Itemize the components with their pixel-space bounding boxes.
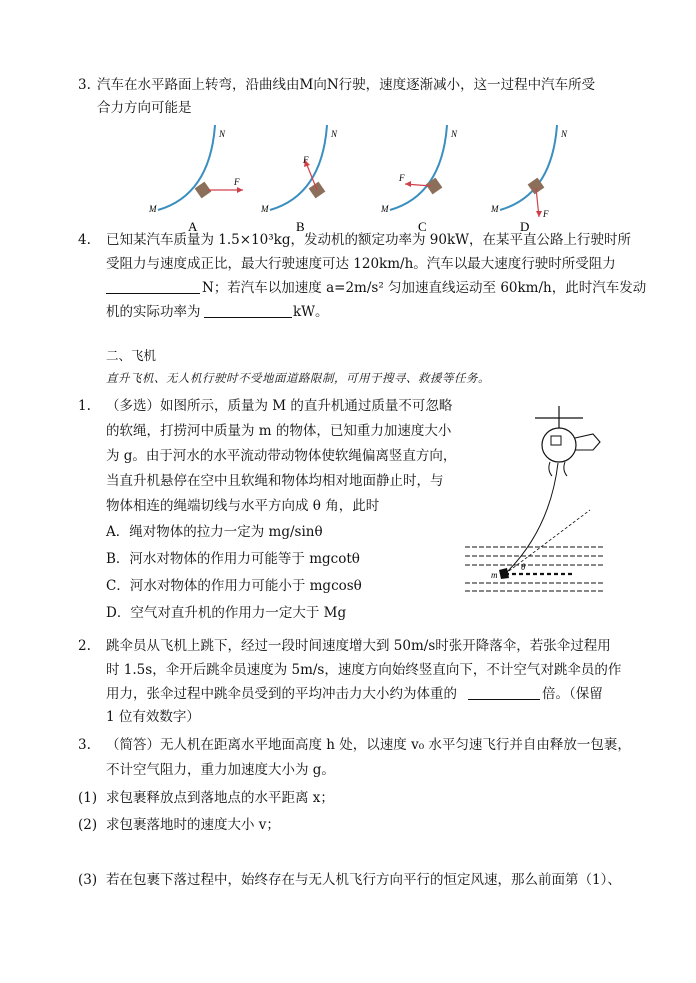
svg-text:D: D <box>520 219 530 234</box>
option-c[interactable]: C．河水对物体的作用力可能小于 mgcosθ <box>106 578 362 594</box>
sub-question-text: 若在包裹下落过程中，始终存在与无人机飞行方向平行的恒定风速，那么前面第（1）、 <box>106 872 621 888</box>
svg-text:F: F <box>303 155 309 165</box>
question-text-line: （简答）无人机在距离水平地面高度 h 处，以速度 v₀ 水平匀速飞行并自由释放一包裹， <box>106 737 631 753</box>
figure-option-a <box>148 125 243 234</box>
svg-text:N: N <box>451 129 458 139</box>
question-text-line: 汽车在水平路面上转弯，沿曲线由M向N行驶，速度逐渐减小，这一过程中汽车所受 <box>97 77 596 93</box>
answer-blank[interactable] <box>468 685 540 700</box>
sub-question-number: (2) <box>78 817 98 833</box>
question-number: 2. <box>78 638 91 654</box>
svg-text:M: M <box>491 204 499 214</box>
svg-text:A: A <box>188 219 198 234</box>
svg-text:N: N <box>331 129 338 139</box>
svg-text:m: m <box>491 570 498 580</box>
question-text-line: 已知某汽车质量为 1.5×10³kg，发动机的额定功率为 90kW，在某平直公路上行驶时所 <box>106 232 632 248</box>
svg-text:F: F <box>399 173 405 183</box>
svg-text:C: C <box>418 219 427 234</box>
figure-option-c <box>380 125 458 234</box>
section-intro: 直升飞机、无人机行驶时不受地面道路限制，可用于搜寻、救援等任务。 <box>106 371 490 385</box>
option-a[interactable]: A．绳对物体的拉力一定为 mg/sinθ <box>106 524 323 540</box>
question-text-line: N；若汽车以加速度 a=2m/s² 匀加速直线运动至 60km/h，此时汽车发动 <box>202 280 647 296</box>
option-d[interactable]: D．空气对直升机的作用力一定大于 Mg <box>106 605 347 621</box>
question-text-line: 物体相连的绳端切线与水平方向成 θ 角，此时 <box>106 498 380 514</box>
question-text-line: 机的实际功率为 <box>106 304 201 320</box>
question-number: 4. <box>78 232 91 248</box>
question-text-line: 不计空气阻力，重力加速度大小为 g。 <box>106 762 335 778</box>
question-number: 1. <box>78 398 91 414</box>
svg-text:N: N <box>561 129 568 139</box>
question-text-line: 为 g。由于河水的水平流动带动物体使软绳偏离竖直方向， <box>106 448 457 464</box>
svg-text:M: M <box>381 204 389 214</box>
svg-text:M: M <box>149 204 157 214</box>
svg-text:F: F <box>543 209 549 219</box>
sub-question-text: 求包裹落地时的速度大小 v； <box>106 817 280 833</box>
svg-text:N: N <box>219 129 226 139</box>
question-text-line: 倍。（保留 <box>542 686 603 702</box>
section-title: 二、飞机 <box>106 348 157 363</box>
question-text-line: 用力，张伞过程中跳伞员受到的平均冲击力大小约为体重的 <box>106 686 457 702</box>
svg-text:F: F <box>234 177 240 187</box>
question-text-line: 的软绳，打捞河中质量为 m 的物体，已知重力加速度大小 <box>106 423 452 439</box>
answer-blank[interactable] <box>204 303 292 318</box>
question-text-line: kW。 <box>293 304 329 320</box>
svg-text:θ: θ <box>521 562 526 572</box>
question-text-line: 1 位有效数字） <box>106 709 200 725</box>
sub-question-number: (3) <box>78 872 98 888</box>
question-text-line: 跳伞员从飞机上跳下，经过一段时间速度增大到 50m/s时张开降落伞，若张伞过程用 <box>106 638 611 654</box>
q3-option-figures <box>0 125 696 235</box>
svg-text:B: B <box>296 219 305 234</box>
figure-option-b <box>260 125 338 234</box>
sub-question-number: (1) <box>78 790 98 806</box>
svg-text:M: M <box>261 204 269 214</box>
sub-question-text: 求包裹释放点到落地点的水平距离 x； <box>106 790 334 806</box>
question-text-line: 当直升机悬停在空中且软绳和物体均相对地面静止时，与 <box>106 473 444 489</box>
question-text-line: 受阻力与速度成正比，最大行驶速度可达 120km/h。汽车以最大速度行驶时所受阻力 <box>106 256 616 272</box>
question-number: 3. <box>78 77 91 93</box>
question-number: 3. <box>78 737 91 753</box>
question-text-line: （多选）如图所示，质量为 M 的直升机通过质量不可忽略 <box>106 398 453 414</box>
question-text-line: 合力方向可能是 <box>97 100 192 116</box>
option-b[interactable]: B．河水对物体的作用力可能等于 mgcotθ <box>106 551 360 567</box>
helicopter-figure <box>455 400 605 600</box>
question-text-line: 时 1.5s，伞开后跳伞员速度为 5m/s，速度方向始终竖直向下，不计空气对跳伞员的作 <box>106 662 622 678</box>
figure-option-d <box>490 125 568 234</box>
answer-blank[interactable] <box>106 279 200 294</box>
